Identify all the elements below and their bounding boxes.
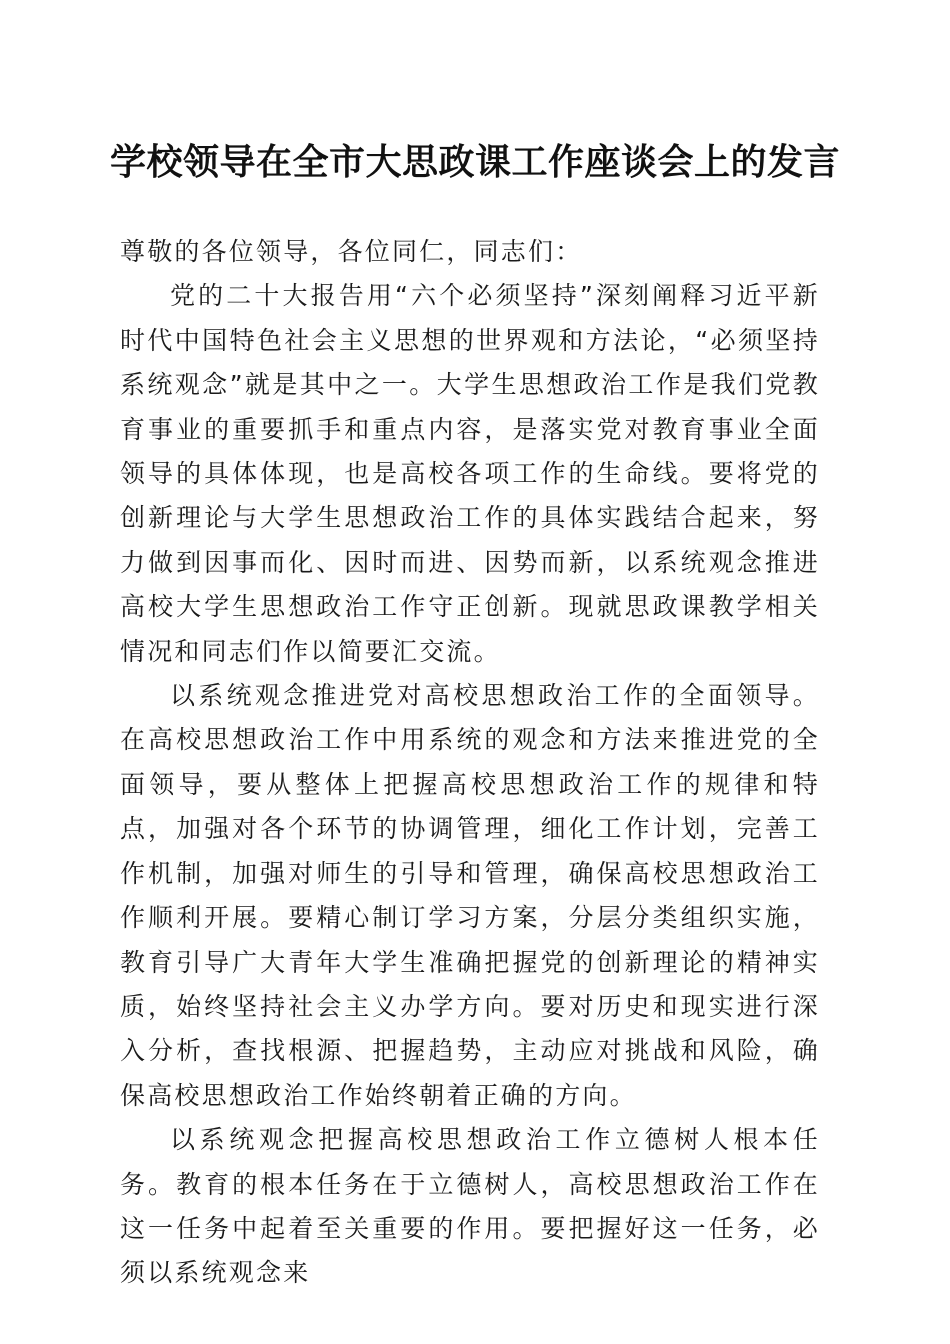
paragraph-1: 党的二十大报告用“六个必须坚持”深刻阐释习近平新时代中国特色社会主义思想的世界观和方法论，“必须坚持系统观念”就是其中之一。大学生思想政治工作是我们党教育事业的重要抓手和重点内容，是落实党对教育事业全面领导的具体体现，也是高校各项工作的生命线。要将党的创新理论与大学生思想政治工作的具体实践结合起来，努力做到因事而化、因时而进、因势而新，以系统观念推进高校大学生思想政治工作守正创新。现就思政课教学相关情况和同志们作以简要汇交流。 (120, 281, 820, 666)
salutation: 尊敬的各位领导，各位同仁，同志们： (120, 237, 583, 266)
paragraph-2: 以系统观念推进党对高校思想政治工作的全面领导。在高校思想政治工作中用系统的观念和方法来推进党的全面领导，要从整体上把握高校思想政治工作的规律和特点，加强对各个环节的协调管理，细化工作计划，完善工作机制，加强对师生的引导和管理，确保高校思想政治工作顺利开展。要精心制订学习方案，分层分类组织实施，教育引导广大青年大学生准确把握党的创新理论的精神实质，始终坚持社会主义办学方向。要对历史和现实进行深入分析，查找根源、把握趋势，主动应对挑战和风险，确保高校思想政治工作始终朝着正确的方向。 (120, 681, 820, 1110)
paragraph-3: 以系统观念把握高校思想政治工作立德树人根本任务。教育的根本任务在于立德树人，高校思想政治工作在这一任务中起着至关重要的作用。要把握好这一任务，必须以系统观念来 (120, 1125, 820, 1288)
document-title: 学校领导在全市大思政课工作座谈会上的发言 (109, 141, 840, 183)
document-body (120, 230, 820, 1296)
